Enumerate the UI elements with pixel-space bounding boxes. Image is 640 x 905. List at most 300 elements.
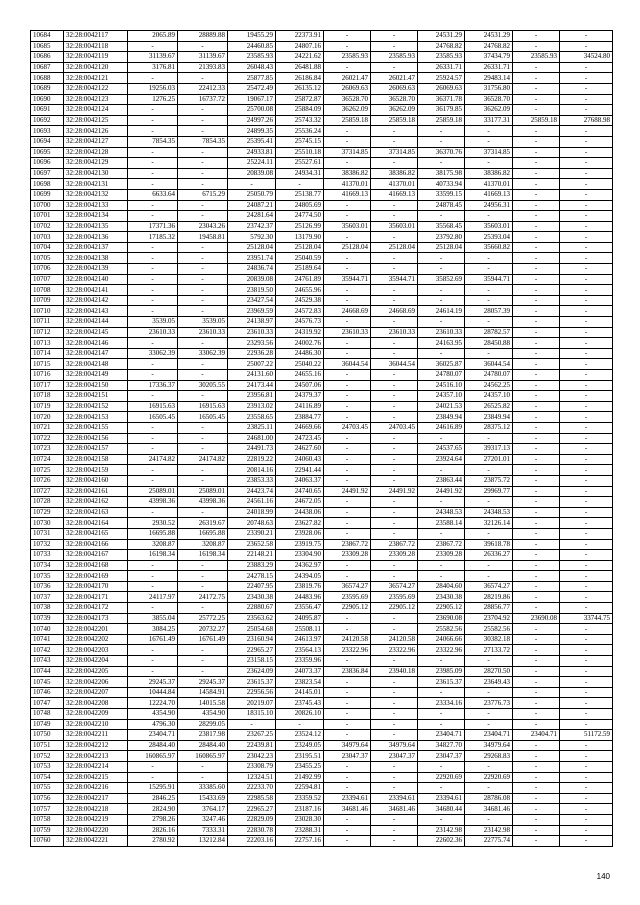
value-cell: 43998.36 bbox=[178, 497, 228, 508]
row-id-cell: 10754 bbox=[31, 772, 64, 783]
value-cell: - bbox=[513, 560, 560, 571]
value-cell: - bbox=[324, 285, 371, 296]
table-row bbox=[31, 560, 613, 571]
value-cell: 23913.02 bbox=[228, 401, 276, 412]
table-row bbox=[31, 804, 613, 815]
value-cell: 22439.81 bbox=[228, 740, 276, 751]
value-cell: - bbox=[513, 772, 560, 783]
cadastral-number-cell: 32:28:0042130 bbox=[64, 168, 128, 179]
value-cell: - bbox=[560, 221, 613, 232]
value-cell: - bbox=[128, 645, 178, 656]
value-cell: - bbox=[513, 825, 560, 836]
value-cell: 36262.09 bbox=[465, 105, 513, 116]
value-cell: 34681.46 bbox=[465, 804, 513, 815]
value-cell: 23563.62 bbox=[228, 613, 276, 624]
value-cell: 23564.13 bbox=[276, 645, 324, 656]
table-row bbox=[31, 136, 613, 147]
value-cell: 14584.91 bbox=[178, 687, 228, 698]
table-row bbox=[31, 613, 613, 624]
row-id-cell: 10734 bbox=[31, 560, 64, 571]
value-cell: - bbox=[513, 370, 560, 381]
cadastral-number-cell: 32:28:0042156 bbox=[64, 433, 128, 444]
value-cell: - bbox=[513, 677, 560, 688]
value-cell: 24956.31 bbox=[465, 200, 513, 211]
value-cell: - bbox=[513, 507, 560, 518]
value-cell: - bbox=[324, 338, 371, 349]
value-cell: 33744.75 bbox=[560, 613, 613, 624]
value-cell: - bbox=[513, 497, 560, 508]
value-cell: 25877.85 bbox=[228, 73, 276, 84]
cadastral-number-cell: 32:28:0042126 bbox=[64, 126, 128, 137]
value-cell: - bbox=[128, 179, 178, 190]
value-cell: 36179.85 bbox=[418, 105, 465, 116]
value-cell: 23588.14 bbox=[418, 518, 465, 529]
value-cell: - bbox=[128, 772, 178, 783]
value-cell: 23142.98 bbox=[418, 825, 465, 836]
value-cell: - bbox=[560, 327, 613, 338]
value-cell: - bbox=[418, 528, 465, 539]
value-cell: - bbox=[371, 232, 418, 243]
value-cell: 34979.64 bbox=[371, 740, 418, 751]
value-cell: 22965.27 bbox=[228, 645, 276, 656]
value-cell: - bbox=[513, 836, 560, 847]
value-cell: - bbox=[560, 189, 613, 200]
value-cell: - bbox=[324, 772, 371, 783]
table-row bbox=[31, 31, 613, 42]
value-cell: - bbox=[513, 814, 560, 825]
value-cell: 23322.96 bbox=[371, 645, 418, 656]
value-cell: - bbox=[465, 295, 513, 306]
value-cell: 23047.37 bbox=[324, 751, 371, 762]
cadastral-number-cell: 32:28:0042133 bbox=[64, 200, 128, 211]
value-cell: - bbox=[371, 836, 418, 847]
value-cell: 24627.60 bbox=[276, 444, 324, 455]
value-cell: 22233.70 bbox=[228, 783, 276, 794]
value-cell: 23334.16 bbox=[418, 698, 465, 709]
value-cell: - bbox=[418, 560, 465, 571]
value-cell: 24460.85 bbox=[228, 41, 276, 52]
value-cell: 36262.09 bbox=[371, 105, 418, 116]
value-cell: - bbox=[513, 518, 560, 529]
row-id-cell: 10748 bbox=[31, 709, 64, 720]
value-cell: 25472.49 bbox=[228, 83, 276, 94]
value-cell: 6633.64 bbox=[128, 189, 178, 200]
cadastral-number-cell: 32:28:0042219 bbox=[64, 814, 128, 825]
value-cell: - bbox=[560, 306, 613, 317]
value-cell: 4354.90 bbox=[128, 709, 178, 720]
value-cell: 29245.37 bbox=[128, 677, 178, 688]
value-cell: 33385.60 bbox=[178, 783, 228, 794]
value-cell: - bbox=[513, 666, 560, 677]
value-cell: 22830.78 bbox=[228, 825, 276, 836]
value-cell: 36370.76 bbox=[418, 147, 465, 158]
value-cell: 36044.54 bbox=[371, 359, 418, 370]
value-cell: 34680.44 bbox=[418, 804, 465, 815]
value-cell: - bbox=[178, 211, 228, 222]
value-cell: 23585.93 bbox=[228, 52, 276, 63]
value-cell: 22757.16 bbox=[276, 836, 324, 847]
value-cell: - bbox=[560, 285, 613, 296]
value-cell: - bbox=[371, 730, 418, 741]
cadastral-number-cell: 32:28:0042119 bbox=[64, 52, 128, 63]
value-cell: - bbox=[178, 444, 228, 455]
row-id-cell: 10696 bbox=[31, 158, 64, 169]
value-cell: 22148.21 bbox=[228, 550, 276, 561]
value-cell: - bbox=[560, 391, 613, 402]
value-cell: 26481.88 bbox=[276, 62, 324, 73]
value-cell: 13179.90 bbox=[276, 232, 324, 243]
value-cell: 25050.79 bbox=[228, 189, 276, 200]
value-cell: 36574.27 bbox=[324, 581, 371, 592]
table-row bbox=[31, 348, 613, 359]
value-cell: - bbox=[128, 338, 178, 349]
value-cell: 23142.98 bbox=[465, 825, 513, 836]
value-cell: - bbox=[560, 528, 613, 539]
cadastral-number-cell: 32:28:0042125 bbox=[64, 115, 128, 126]
value-cell: 31756.80 bbox=[465, 83, 513, 94]
value-cell: - bbox=[560, 592, 613, 603]
value-cell: 24562.25 bbox=[465, 380, 513, 391]
value-cell: - bbox=[418, 783, 465, 794]
value-cell: - bbox=[560, 666, 613, 677]
table-row bbox=[31, 444, 613, 455]
cadastral-number-cell: 32:28:0042146 bbox=[64, 338, 128, 349]
value-cell: - bbox=[178, 168, 228, 179]
value-cell: - bbox=[418, 571, 465, 582]
table-row bbox=[31, 168, 613, 179]
value-cell: 31139.67 bbox=[178, 52, 228, 63]
value-cell: - bbox=[513, 687, 560, 698]
value-cell: - bbox=[324, 348, 371, 359]
value-cell: - bbox=[178, 571, 228, 582]
value-cell: 23267.25 bbox=[228, 730, 276, 741]
value-cell: 23819.76 bbox=[276, 581, 324, 592]
cadastral-number-cell: 32:28:0042148 bbox=[64, 359, 128, 370]
value-cell: 22819.22 bbox=[228, 454, 276, 465]
value-cell: - bbox=[560, 497, 613, 508]
value-cell: 35852.69 bbox=[418, 274, 465, 285]
cadastral-number-cell: 32:28:0042214 bbox=[64, 761, 128, 772]
value-cell: - bbox=[465, 783, 513, 794]
value-cell: - bbox=[560, 62, 613, 73]
table-row bbox=[31, 317, 613, 328]
value-cell: - bbox=[465, 814, 513, 825]
value-cell: 22965.27 bbox=[228, 804, 276, 815]
value-cell: - bbox=[324, 317, 371, 328]
value-cell: - bbox=[560, 814, 613, 825]
value-cell: - bbox=[178, 560, 228, 571]
value-cell: - bbox=[324, 825, 371, 836]
value-cell: 24281.64 bbox=[228, 211, 276, 222]
value-cell: 22905.12 bbox=[371, 603, 418, 614]
value-cell: 22920.69 bbox=[465, 772, 513, 783]
cadastral-number-cell: 32:28:0042121 bbox=[64, 73, 128, 84]
value-cell: 26331.71 bbox=[465, 62, 513, 73]
row-id-cell: 10727 bbox=[31, 486, 64, 497]
value-cell: 23322.96 bbox=[324, 645, 371, 656]
value-cell: - bbox=[178, 370, 228, 381]
value-cell: 28782.57 bbox=[465, 327, 513, 338]
value-cell: - bbox=[560, 264, 613, 275]
value-cell: - bbox=[513, 200, 560, 211]
value-cell: - bbox=[324, 475, 371, 486]
value-cell: - bbox=[513, 698, 560, 709]
value-cell: 23028.30 bbox=[276, 814, 324, 825]
value-cell: - bbox=[324, 444, 371, 455]
value-cell: - bbox=[513, 232, 560, 243]
table-row bbox=[31, 814, 613, 825]
table-row bbox=[31, 475, 613, 486]
table-row bbox=[31, 253, 613, 264]
cadastral-number-cell: 32:28:0042208 bbox=[64, 698, 128, 709]
value-cell: - bbox=[128, 475, 178, 486]
value-cell: 23195.51 bbox=[276, 751, 324, 762]
value-cell: - bbox=[324, 719, 371, 730]
value-cell: - bbox=[418, 719, 465, 730]
cadastral-number-cell: 32:28:0042149 bbox=[64, 370, 128, 381]
value-cell: 26186.84 bbox=[276, 73, 324, 84]
row-id-cell: 10753 bbox=[31, 761, 64, 772]
row-id-cell: 10710 bbox=[31, 306, 64, 317]
value-cell: 23649.43 bbox=[465, 677, 513, 688]
row-id-cell: 10700 bbox=[31, 200, 64, 211]
value-cell: - bbox=[418, 761, 465, 772]
value-cell: - bbox=[178, 105, 228, 116]
value-cell: - bbox=[560, 581, 613, 592]
cadastral-number-cell: 32:28:0042215 bbox=[64, 772, 128, 783]
value-cell: - bbox=[371, 62, 418, 73]
cadastral-number-cell: 32:28:0042137 bbox=[64, 242, 128, 253]
value-cell: 23430.38 bbox=[228, 592, 276, 603]
value-cell: 23792.80 bbox=[418, 232, 465, 243]
value-cell: 40733.94 bbox=[418, 179, 465, 190]
row-id-cell: 10722 bbox=[31, 433, 64, 444]
table-row bbox=[31, 94, 613, 105]
cadastral-number-cell: 32:28:0042142 bbox=[64, 295, 128, 306]
value-cell: - bbox=[560, 698, 613, 709]
value-cell: - bbox=[465, 709, 513, 720]
value-cell: - bbox=[513, 528, 560, 539]
value-cell: - bbox=[128, 603, 178, 614]
row-id-cell: 10717 bbox=[31, 380, 64, 391]
cadastral-number-cell: 32:28:0042166 bbox=[64, 539, 128, 550]
value-cell: 24668.69 bbox=[371, 306, 418, 317]
value-cell: - bbox=[560, 253, 613, 264]
value-cell: 23924.64 bbox=[418, 454, 465, 465]
value-cell: - bbox=[560, 825, 613, 836]
value-cell: 21393.83 bbox=[178, 62, 228, 73]
row-id-cell: 10747 bbox=[31, 698, 64, 709]
value-cell: - bbox=[465, 317, 513, 328]
value-cell: 23595.69 bbox=[324, 592, 371, 603]
value-cell: 41370.01 bbox=[465, 179, 513, 190]
value-cell: 24740.65 bbox=[276, 486, 324, 497]
value-cell: 24066.66 bbox=[418, 634, 465, 645]
table-row bbox=[31, 454, 613, 465]
value-cell: - bbox=[513, 465, 560, 476]
row-id-cell: 10745 bbox=[31, 677, 64, 688]
value-cell: - bbox=[178, 475, 228, 486]
value-cell: - bbox=[178, 264, 228, 275]
value-cell: 22936.28 bbox=[228, 348, 276, 359]
value-cell: - bbox=[371, 518, 418, 529]
value-cell: - bbox=[418, 136, 465, 147]
value-cell: 23853.33 bbox=[228, 475, 276, 486]
value-cell: - bbox=[324, 761, 371, 772]
table-row bbox=[31, 497, 613, 508]
row-id-cell: 10719 bbox=[31, 401, 64, 412]
data-table bbox=[30, 30, 613, 847]
table-row bbox=[31, 528, 613, 539]
row-id-cell: 10723 bbox=[31, 444, 64, 455]
cadastral-number-cell: 32:28:0042143 bbox=[64, 306, 128, 317]
value-cell: 23585.93 bbox=[324, 52, 371, 63]
value-cell: 24768.82 bbox=[418, 41, 465, 52]
value-cell: - bbox=[324, 41, 371, 52]
value-cell: - bbox=[560, 147, 613, 158]
value-cell: - bbox=[465, 571, 513, 582]
value-cell: 23825.11 bbox=[228, 422, 276, 433]
cadastral-number-cell: 32:28:0042209 bbox=[64, 709, 128, 720]
cadastral-number-cell: 32:28:0042213 bbox=[64, 751, 128, 762]
value-cell: 16915.63 bbox=[128, 401, 178, 412]
value-cell: 25772.25 bbox=[178, 613, 228, 624]
cadastral-number-cell: 32:28:0042139 bbox=[64, 264, 128, 275]
value-cell: 26048.43 bbox=[228, 62, 276, 73]
value-cell: 38175.98 bbox=[418, 168, 465, 179]
value-cell: 28057.39 bbox=[465, 306, 513, 317]
value-cell: 23969.59 bbox=[228, 306, 276, 317]
value-cell: 24087.21 bbox=[228, 200, 276, 211]
value-cell: 33062.39 bbox=[128, 348, 178, 359]
value-cell: 28484.40 bbox=[178, 740, 228, 751]
value-cell: 25089.01 bbox=[178, 486, 228, 497]
value-cell: 23455.25 bbox=[276, 761, 324, 772]
value-cell: - bbox=[513, 338, 560, 349]
value-cell: 22373.91 bbox=[276, 31, 324, 42]
value-cell: 22775.74 bbox=[465, 836, 513, 847]
value-cell: 24060.43 bbox=[276, 454, 324, 465]
value-cell: 23304.90 bbox=[276, 550, 324, 561]
table-row bbox=[31, 740, 613, 751]
value-cell: - bbox=[560, 550, 613, 561]
table-row bbox=[31, 709, 613, 720]
value-cell: - bbox=[324, 295, 371, 306]
value-cell: 25527.61 bbox=[276, 158, 324, 169]
value-cell: - bbox=[324, 391, 371, 402]
value-cell: 28404.60 bbox=[418, 581, 465, 592]
value-cell: 22829.09 bbox=[228, 814, 276, 825]
value-cell: - bbox=[371, 624, 418, 635]
value-cell: - bbox=[324, 698, 371, 709]
value-cell: - bbox=[178, 761, 228, 772]
value-cell: - bbox=[465, 348, 513, 359]
row-id-cell: 10731 bbox=[31, 528, 64, 539]
value-cell: 36574.27 bbox=[371, 581, 418, 592]
value-cell: 24491.92 bbox=[418, 486, 465, 497]
value-cell: 25872.87 bbox=[276, 94, 324, 105]
table-row bbox=[31, 401, 613, 412]
value-cell: 24438.06 bbox=[276, 507, 324, 518]
table-row bbox=[31, 211, 613, 222]
value-cell: 23404.71 bbox=[513, 730, 560, 741]
value-cell: - bbox=[513, 401, 560, 412]
value-cell: - bbox=[560, 94, 613, 105]
cadastral-number-cell: 32:28:0042210 bbox=[64, 719, 128, 730]
value-cell: 24163.95 bbox=[418, 338, 465, 349]
value-cell: - bbox=[513, 317, 560, 328]
value-cell: 24095.87 bbox=[276, 613, 324, 624]
table-row bbox=[31, 380, 613, 391]
cadastral-number-cell: 32:28:0042129 bbox=[64, 158, 128, 169]
value-cell: 2930.52 bbox=[128, 518, 178, 529]
value-cell: - bbox=[465, 158, 513, 169]
row-id-cell: 10695 bbox=[31, 147, 64, 158]
value-cell: - bbox=[418, 497, 465, 508]
value-cell: - bbox=[324, 709, 371, 720]
value-cell: 24681.00 bbox=[228, 433, 276, 444]
value-cell: - bbox=[418, 465, 465, 476]
value-cell: 25924.57 bbox=[418, 73, 465, 84]
value-cell: - bbox=[128, 306, 178, 317]
value-cell: 25089.01 bbox=[128, 486, 178, 497]
value-cell: 24483.96 bbox=[276, 592, 324, 603]
value-cell: - bbox=[324, 454, 371, 465]
value-cell: 35603.01 bbox=[324, 221, 371, 232]
value-cell: - bbox=[371, 253, 418, 264]
row-id-cell: 10691 bbox=[31, 105, 64, 116]
value-cell: - bbox=[371, 31, 418, 42]
value-cell: - bbox=[324, 613, 371, 624]
value-cell: - bbox=[178, 73, 228, 84]
table-row bbox=[31, 274, 613, 285]
value-cell: 24576.73 bbox=[276, 317, 324, 328]
value-cell: - bbox=[560, 401, 613, 412]
value-cell: - bbox=[324, 136, 371, 147]
value-cell: 13212.84 bbox=[178, 836, 228, 847]
value-cell: - bbox=[513, 454, 560, 465]
value-cell: 16761.49 bbox=[178, 634, 228, 645]
value-cell: 20219.07 bbox=[228, 698, 276, 709]
value-cell: 26069.63 bbox=[371, 83, 418, 94]
value-cell: 23249.05 bbox=[276, 740, 324, 751]
value-cell: 37314.85 bbox=[324, 147, 371, 158]
value-cell: - bbox=[418, 814, 465, 825]
value-cell: - bbox=[513, 804, 560, 815]
cadastral-number-cell: 32:28:0042168 bbox=[64, 560, 128, 571]
value-cell: - bbox=[128, 370, 178, 381]
value-cell: 23627.82 bbox=[276, 518, 324, 529]
value-cell: - bbox=[324, 497, 371, 508]
value-cell: - bbox=[371, 126, 418, 137]
value-cell: 22905.12 bbox=[324, 603, 371, 614]
value-cell: - bbox=[418, 433, 465, 444]
value-cell: 23047.37 bbox=[418, 751, 465, 762]
value-cell: 25884.09 bbox=[276, 105, 324, 116]
table-row bbox=[31, 391, 613, 402]
value-cell: 19458.81 bbox=[178, 232, 228, 243]
value-cell: - bbox=[371, 433, 418, 444]
value-cell: - bbox=[513, 719, 560, 730]
value-cell: 27133.72 bbox=[465, 645, 513, 656]
value-cell: 22594.81 bbox=[276, 783, 324, 794]
row-id-cell: 10729 bbox=[31, 507, 64, 518]
value-cell: 26525.82 bbox=[465, 401, 513, 412]
value-cell: 24572.83 bbox=[276, 306, 324, 317]
value-cell: - bbox=[513, 285, 560, 296]
table-row bbox=[31, 264, 613, 275]
value-cell: - bbox=[465, 761, 513, 772]
